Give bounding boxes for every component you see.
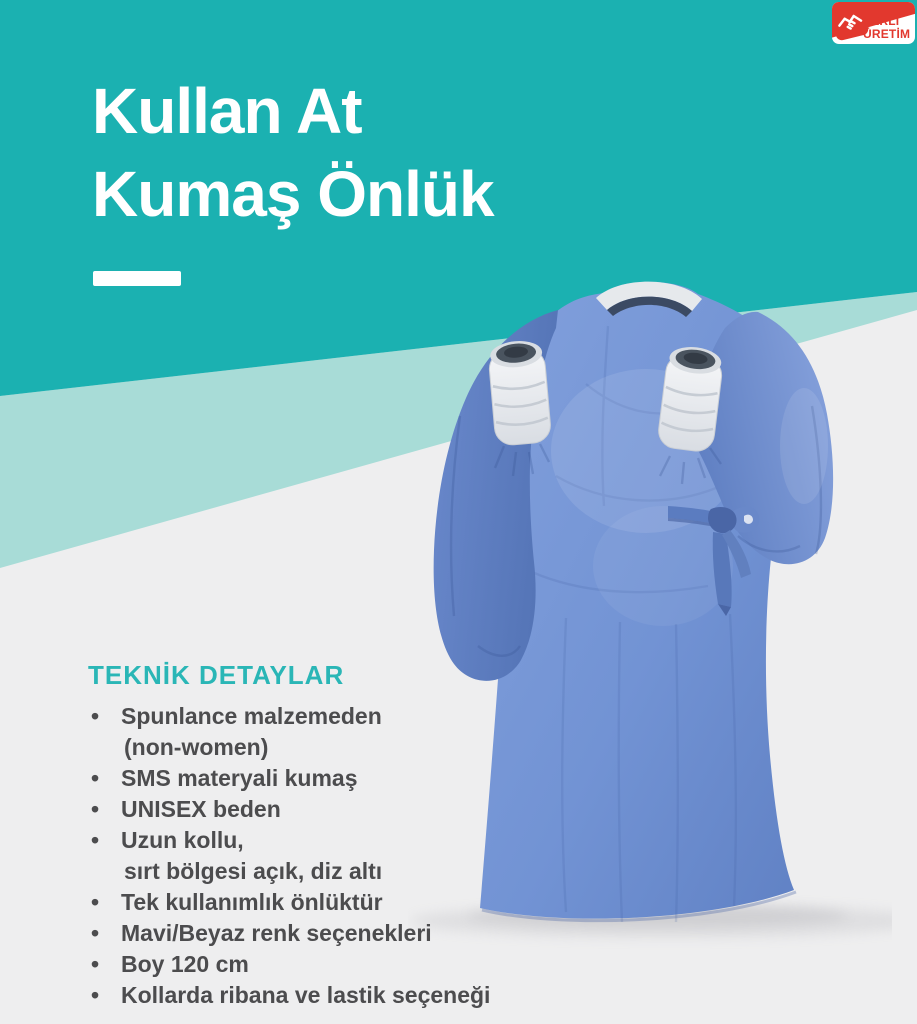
list-item: [88, 701, 558, 732]
page-title-line2: Kumaş Önlük: [92, 158, 494, 230]
list-item: [88, 732, 558, 763]
list-item-text: sırt bölgesi açık, diz altı: [124, 858, 383, 884]
page-title-line1: Kullan At: [92, 75, 362, 147]
list-item-text: Kollarda ribana ve lastik seçeneği: [121, 982, 491, 1008]
handshake-icon: [834, 6, 866, 38]
yerli-uretim-badge: [832, 2, 915, 44]
page-title: [92, 70, 494, 236]
title-underline-dash: [93, 271, 181, 286]
list-item: [88, 763, 558, 794]
list-item: [88, 794, 558, 825]
bullet-dot: •: [91, 982, 100, 1008]
bullet-dot: •: [91, 827, 100, 853]
tech-details-section: [88, 660, 558, 1011]
list-item: [88, 825, 558, 856]
badge-text-line1: YERLİ: [863, 14, 900, 28]
bullet-dot: •: [91, 796, 100, 822]
list-item-text: UNISEX beden: [121, 796, 281, 822]
badge-text-line2: ÜRETİM: [863, 27, 911, 41]
list-item: [88, 918, 558, 949]
bullet-dot: •: [91, 889, 100, 915]
bullet-dot: •: [91, 703, 100, 729]
bullet-dot: •: [91, 951, 100, 977]
list-item-text: Boy 120 cm: [121, 951, 249, 977]
list-item-text: Tek kullanımlık önlüktür: [121, 889, 383, 915]
list-item: [88, 856, 558, 887]
list-item-text: SMS materyali kumaş: [121, 765, 358, 791]
list-item: [88, 887, 558, 918]
badge-text: [863, 15, 910, 41]
list-item: [88, 980, 558, 1011]
list-item-text: Mavi/Beyaz renk seçenekleri: [121, 920, 432, 946]
tech-details-heading: TEKNİK DETAYLAR: [88, 660, 345, 690]
tech-list: [88, 701, 558, 1011]
bullet-dot: •: [91, 765, 100, 791]
list-item-text: (non-women): [124, 734, 269, 760]
bullet-dot: •: [91, 920, 100, 946]
list-item: [88, 949, 558, 980]
list-item-text: Uzun kollu,: [121, 827, 244, 853]
list-item-text: Spunlance malzemeden: [121, 703, 382, 729]
